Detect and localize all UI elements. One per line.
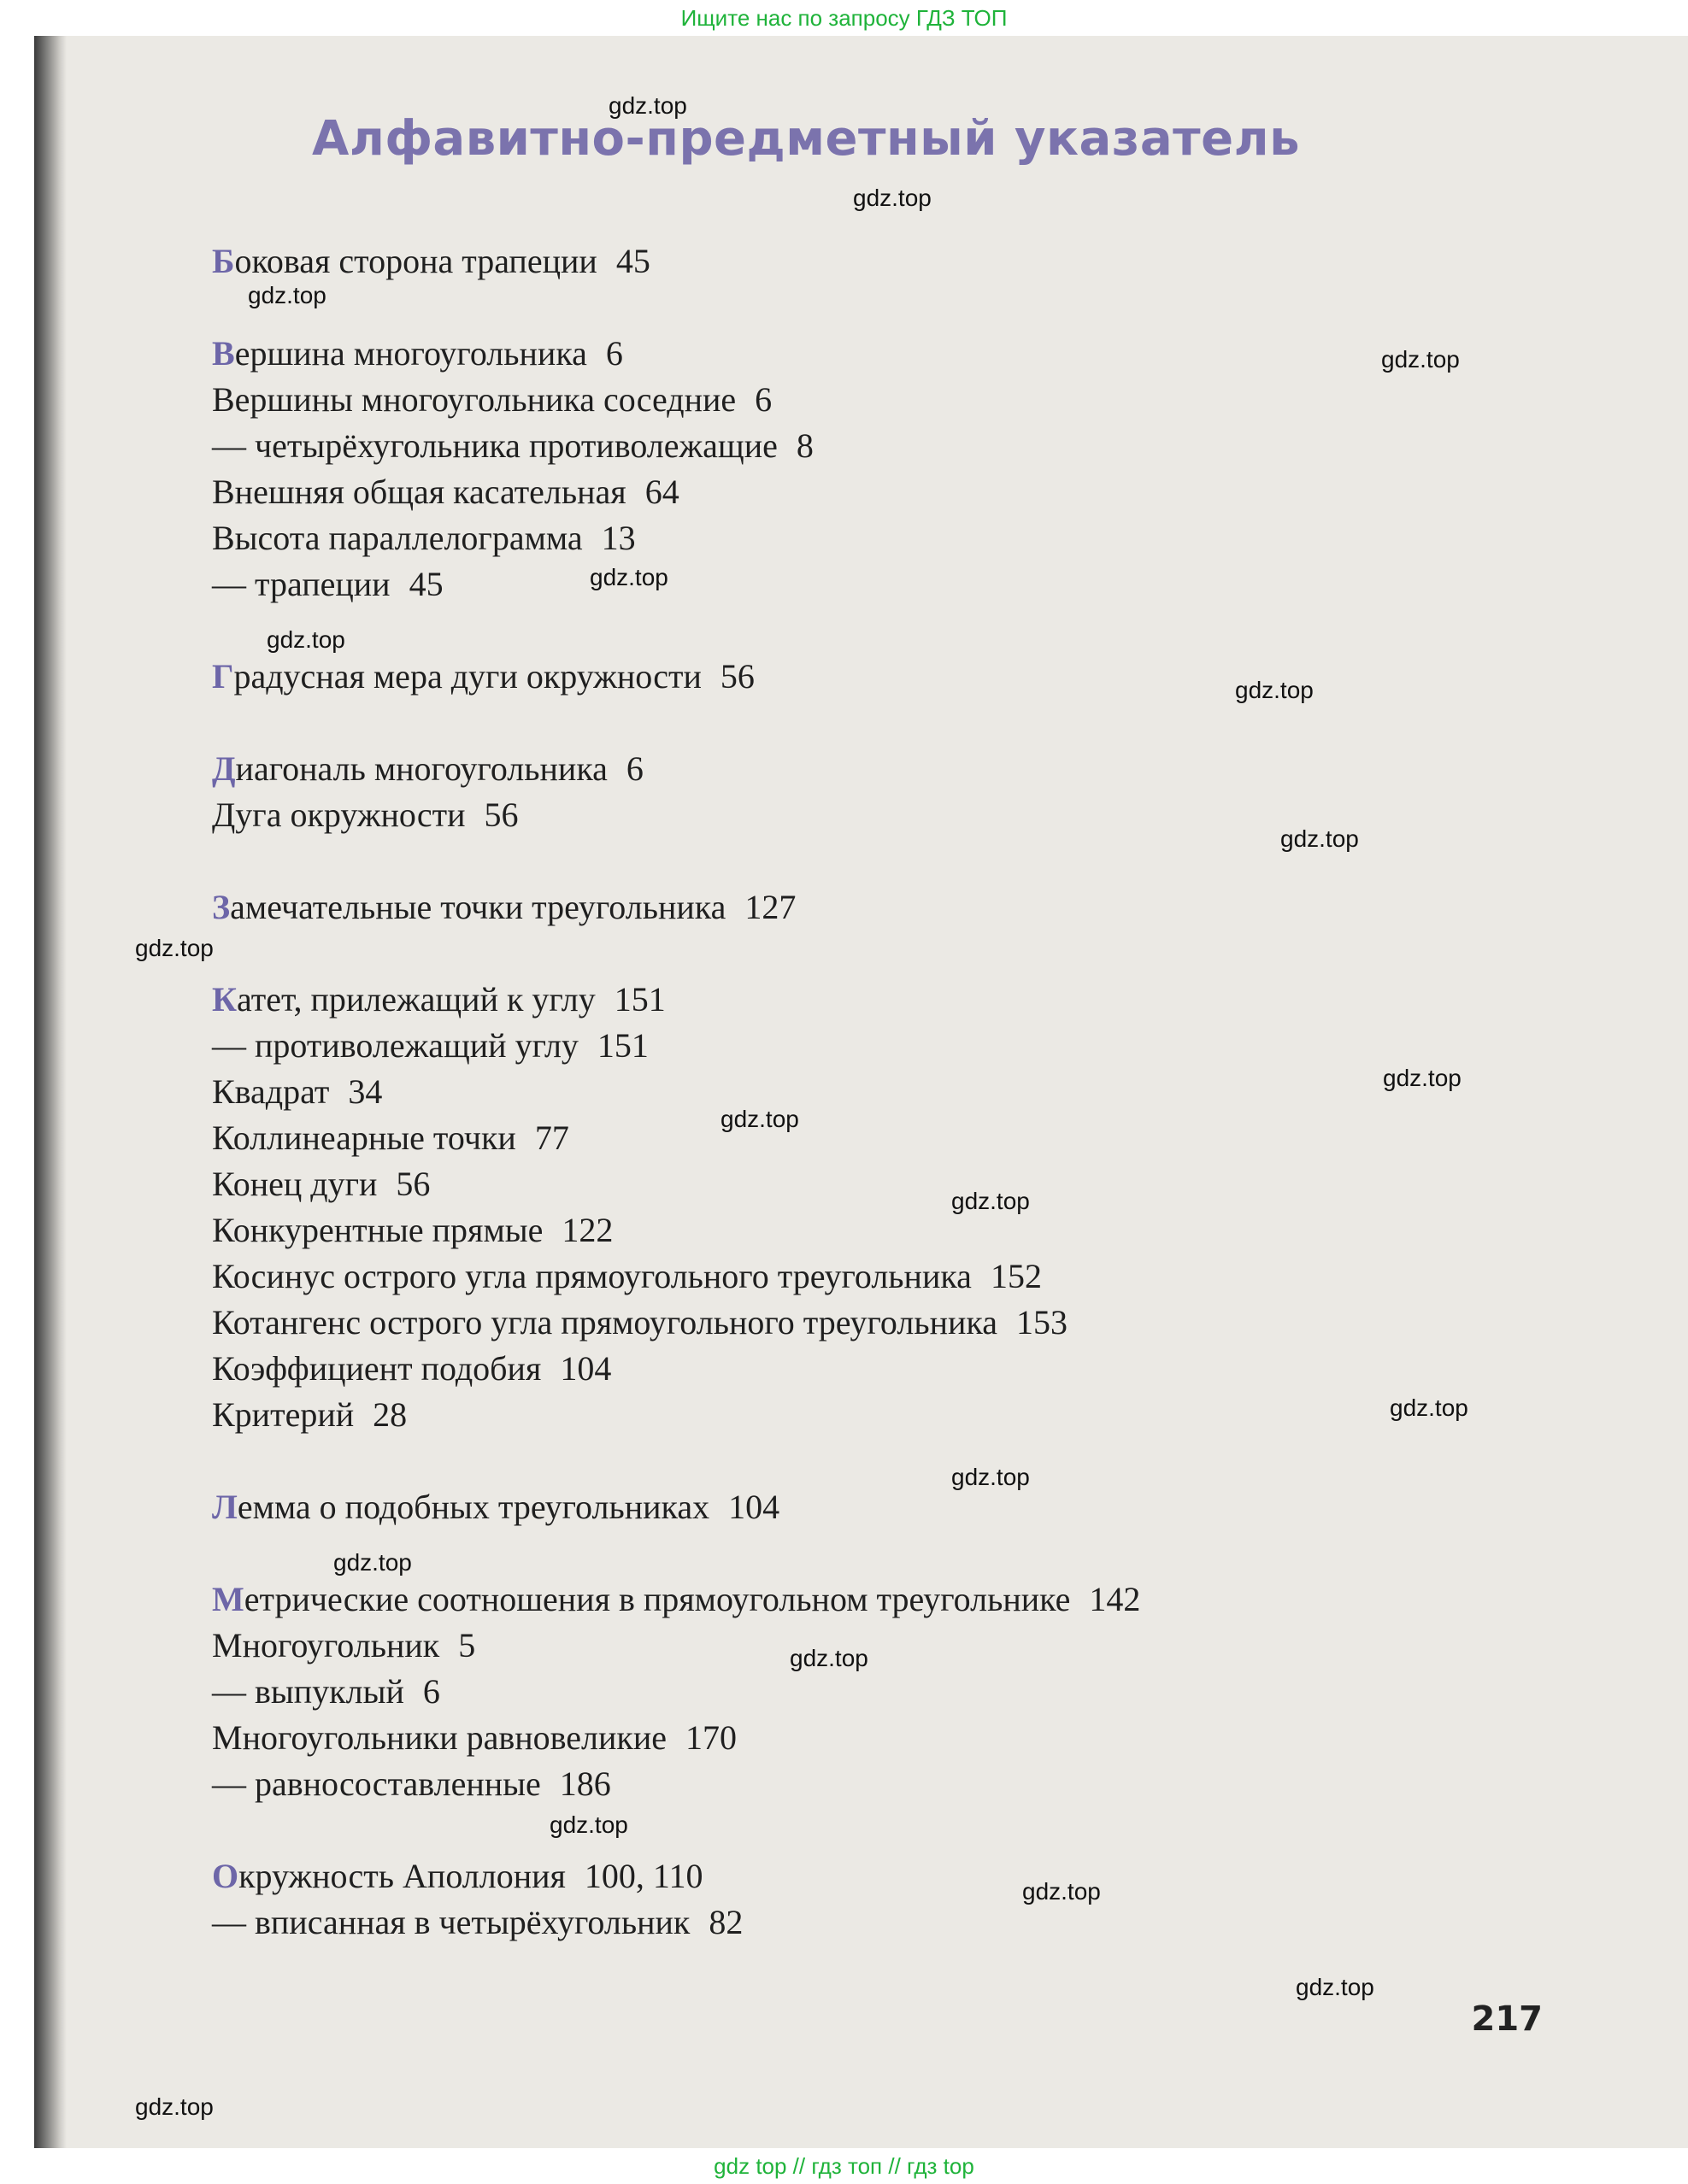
index-entry: Квадрат 34 xyxy=(212,1072,383,1111)
index-entry: Вершины многоугольника соседние 6 xyxy=(212,380,773,419)
index-entry: Катет, прилежащий к углу 151 xyxy=(212,980,666,1019)
index-entry: Многоугольник 5 xyxy=(212,1626,476,1664)
index-entry: Боковая сторона трапеции 45 xyxy=(212,242,650,280)
watermark-text: gdz.top xyxy=(1390,1394,1468,1421)
watermark-text: gdz.top xyxy=(951,1464,1030,1490)
page-number: 217 xyxy=(1471,1999,1543,2039)
watermark-text: gdz.top xyxy=(951,1188,1030,1214)
watermark-text: gdz.top xyxy=(135,935,214,961)
index-entry: — трапеции 45 xyxy=(212,565,444,603)
index-entry: Внешняя общая касательная 64 xyxy=(212,473,679,511)
watermark-text: gdz.top xyxy=(720,1106,799,1132)
watermark-text: gdz.top xyxy=(1022,1878,1101,1905)
index-entry: Лемма о подобных треугольниках 104 xyxy=(212,1488,780,1526)
index-entry: Косинус острого угла прямоугольного треугольника 152 xyxy=(212,1257,1042,1295)
index-entry: Градусная мера дуги окружности 56 xyxy=(212,657,755,696)
index-entry: — выпуклый 6 xyxy=(212,1672,440,1711)
watermark-text: gdz.top xyxy=(248,282,326,308)
page-title: Алфавитно-предметный указатель xyxy=(312,111,1300,167)
index-entry: Конец дуги 56 xyxy=(212,1165,431,1203)
index-entry: Многоугольники равновеликие 170 xyxy=(212,1718,738,1757)
top-banner[interactable]: Ищите нас по запросу ГДЗ ТОП xyxy=(680,5,1008,31)
watermark-text: gdz.top xyxy=(267,626,345,653)
watermark-text: gdz.top xyxy=(590,564,668,590)
index-entry: Вершина многоугольника 6 xyxy=(212,334,623,373)
index-entry: — равносоставленные 186 xyxy=(212,1764,611,1803)
page-spine-shadow xyxy=(34,36,67,2148)
index-entry: Критерий 28 xyxy=(212,1395,408,1434)
index-entry: Конкурентные прямые 122 xyxy=(212,1211,614,1249)
watermark-text: gdz.top xyxy=(550,1811,628,1838)
watermark-text: gdz.top xyxy=(1381,346,1460,373)
index-entry: Дуга окружности 56 xyxy=(212,796,519,834)
watermark-text: gdz.top xyxy=(1280,825,1359,852)
index-entry: — четырёхугольника противолежащие 8 xyxy=(212,426,814,465)
index-entry: Замечательные точки треугольника 127 xyxy=(212,888,797,926)
watermark-text: gdz.top xyxy=(1235,677,1314,703)
watermark-text: gdz.top xyxy=(135,2093,214,2120)
watermark-text: gdz.top xyxy=(333,1549,412,1576)
watermark-text: gdz.top xyxy=(853,185,932,211)
index-entry: Коллинеарные точки 77 xyxy=(212,1118,569,1157)
index-entry: Окружность Аполлония 100, 110 xyxy=(212,1857,703,1895)
index-entry: Диагональ многоугольника 6 xyxy=(212,749,644,788)
watermark-text: gdz.top xyxy=(790,1645,868,1671)
index-entry: — противолежащий углу 151 xyxy=(212,1026,649,1065)
index-entry: — вписанная в четырёхугольник 82 xyxy=(212,1903,744,1941)
index-entry: Метрические соотношения в прямоугольном треугольнике 142 xyxy=(212,1580,1141,1618)
bottom-banner[interactable]: gdz top // гдз топ // гдз top xyxy=(714,2153,974,2179)
index-entry: Котангенс острого угла прямоугольного треугольника 153 xyxy=(212,1303,1068,1342)
watermark-text: gdz.top xyxy=(1383,1065,1462,1091)
index-entry: Высота параллелограмма 13 xyxy=(212,519,636,557)
watermark-text: gdz.top xyxy=(609,92,687,119)
watermark-text: gdz.top xyxy=(1296,1974,1374,2000)
index-entry: Коэффициент подобия 104 xyxy=(212,1349,612,1388)
